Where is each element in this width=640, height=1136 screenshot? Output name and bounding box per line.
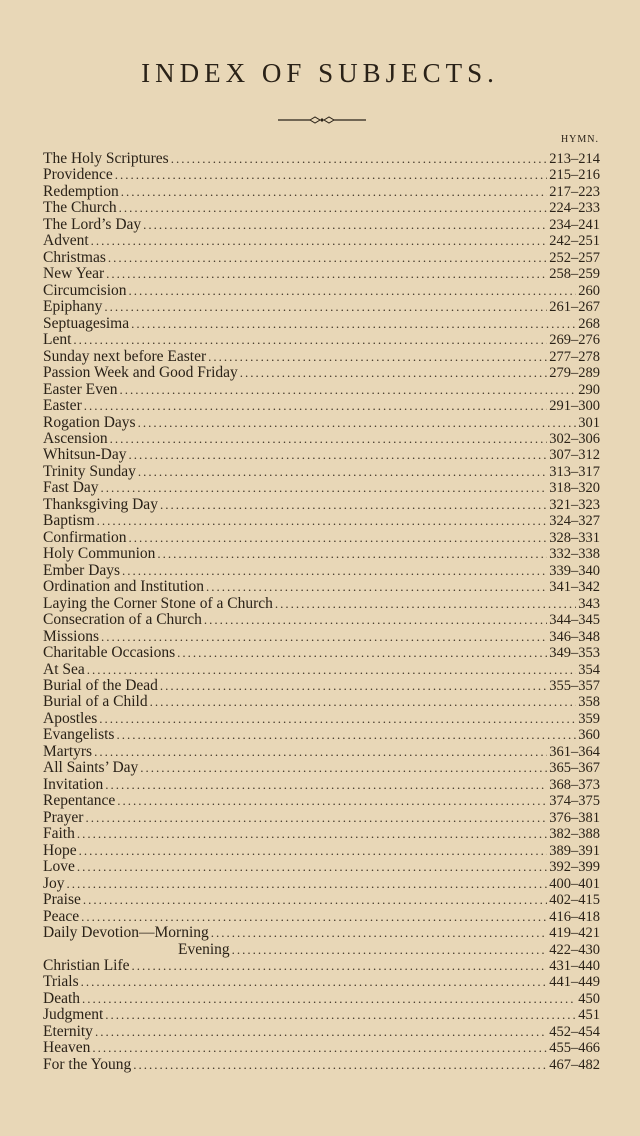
dot-leader [67, 876, 548, 892]
entry-label: Martyrs [43, 742, 93, 760]
index-entry [43, 233, 600, 249]
entry-hymn-numbers: 359 [578, 710, 600, 727]
entry-hymn-numbers: 400–401 [549, 875, 600, 892]
ornament-rule-icon [274, 112, 370, 128]
entry-hymn-numbers: 224–233 [549, 200, 600, 217]
entry-hymn-numbers: 358 [578, 694, 600, 711]
entry-label: Prayer [43, 808, 84, 826]
dot-leader [97, 513, 548, 529]
dot-leader [208, 349, 547, 365]
entry-hymn-numbers: 328–331 [549, 529, 600, 546]
index-entry [43, 398, 600, 414]
index-entry [43, 431, 600, 447]
index-entry [43, 415, 600, 431]
index-entry [43, 167, 600, 183]
index-entry [43, 876, 600, 892]
entry-hymn-numbers: 307–312 [549, 447, 600, 464]
dot-leader [115, 167, 548, 183]
dot-leader [99, 711, 576, 727]
entry-label: Passion Week and Good Friday [43, 364, 238, 382]
dot-leader [87, 662, 576, 678]
entry-label: Circumcision [43, 281, 127, 299]
entry-label: Ember Days [43, 561, 121, 579]
entry-label: Burial of a Child [43, 693, 148, 711]
dot-leader [77, 859, 547, 875]
entry-label: Epiphany [43, 298, 103, 316]
dot-leader [84, 398, 548, 414]
entry-label: Evening [178, 940, 230, 958]
entry-hymn-numbers: 258–259 [549, 266, 600, 283]
index-entry [43, 859, 600, 875]
entry-label: Easter Even [43, 380, 118, 398]
dot-leader [105, 1007, 576, 1023]
hymn-column-header: HYMN. [560, 134, 599, 145]
dot-leader [211, 925, 548, 941]
entry-label: Hope [43, 841, 77, 859]
entry-hymn-numbers: 242–251 [549, 233, 600, 250]
index-entry [43, 1057, 600, 1073]
index-entry [43, 760, 600, 776]
index-entry [43, 1007, 600, 1023]
dot-leader [94, 744, 547, 760]
dot-leader [160, 497, 547, 513]
entry-label: Trinity Sunday [43, 462, 136, 480]
index-entry [43, 777, 600, 793]
entry-hymn-numbers: 261–267 [549, 299, 600, 316]
index-entry [43, 645, 600, 661]
entry-hymn-numbers: 452–454 [549, 1023, 600, 1040]
entry-label: Confirmation [43, 528, 127, 546]
entry-label: Laying the Corner Stone of a Church [43, 594, 273, 612]
entry-hymn-numbers: 213–214 [549, 151, 600, 167]
dot-leader [82, 991, 576, 1007]
index-entry [43, 694, 600, 710]
dot-leader [143, 217, 547, 233]
dot-leader [131, 316, 576, 332]
index-entry [43, 612, 600, 628]
entry-label: Repentance [43, 792, 116, 810]
entry-hymn-numbers: 252–257 [549, 249, 600, 266]
entry-label: Christmas [43, 248, 106, 266]
dot-leader [129, 530, 548, 546]
entry-hymn-numbers: 346–348 [549, 628, 600, 645]
entry-label: Sunday next before Easter [43, 347, 207, 365]
dot-leader [95, 1024, 547, 1040]
index-entry [43, 678, 600, 694]
entry-label: Joy [43, 874, 65, 892]
dot-leader [81, 974, 548, 990]
index-entry [43, 744, 600, 760]
entry-label: Faith [43, 825, 75, 843]
index-entry [43, 974, 600, 990]
entry-label: Evangelists [43, 726, 115, 744]
entry-label: Invitation [43, 775, 104, 793]
dot-leader [133, 1057, 547, 1073]
entry-hymn-numbers: 389–391 [549, 842, 600, 859]
entry-hymn-numbers: 392–399 [549, 859, 600, 876]
entry-label: Peace [43, 907, 80, 925]
entry-hymn-numbers: 344–345 [549, 612, 600, 629]
entry-hymn-numbers: 343 [578, 595, 600, 612]
entry-label: Providence [43, 166, 113, 184]
dot-leader [138, 415, 577, 431]
entry-hymn-numbers: 402–415 [549, 892, 600, 909]
dot-leader [171, 151, 548, 167]
entry-hymn-numbers: 451 [578, 1007, 600, 1024]
entry-label: Consecration of a Church [43, 611, 202, 629]
entry-hymn-numbers: 260 [578, 282, 600, 299]
index-entry [43, 711, 600, 727]
entry-label: Holy Communion [43, 545, 156, 563]
dot-leader [232, 942, 548, 958]
entry-label: Missions [43, 627, 99, 645]
index-entry [43, 596, 600, 612]
index-entry [43, 283, 600, 299]
dot-leader [85, 810, 547, 826]
entry-hymn-numbers: 360 [578, 727, 600, 744]
index-entry [43, 925, 600, 941]
entry-label: Thanksgiving Day [43, 495, 158, 513]
index-entry [43, 563, 600, 579]
entry-hymn-numbers: 234–241 [549, 216, 600, 233]
index-entry [43, 151, 600, 167]
dot-leader [140, 760, 547, 776]
index-entry [43, 316, 600, 332]
entry-hymn-numbers: 332–338 [549, 546, 600, 563]
entry-hymn-numbers: 269–276 [549, 332, 600, 349]
index-list [43, 151, 600, 1073]
entry-label: For the Young [43, 1055, 132, 1073]
entry-label: At Sea [43, 660, 85, 678]
dot-leader [116, 727, 576, 743]
entry-hymn-numbers: 365–367 [549, 760, 600, 777]
dot-leader [119, 382, 576, 398]
entry-hymn-numbers: 416–418 [549, 908, 600, 925]
entry-hymn-numbers: 341–342 [549, 579, 600, 596]
entry-hymn-numbers: 419–421 [549, 925, 600, 942]
entry-hymn-numbers: 361–364 [549, 743, 600, 760]
dot-leader [240, 365, 547, 381]
index-entry [43, 810, 600, 826]
dot-leader [101, 480, 548, 496]
entry-hymn-numbers: 450 [578, 990, 600, 1007]
entry-hymn-numbers: 277–278 [549, 348, 600, 365]
entry-label: New Year [43, 265, 105, 283]
entry-label: Praise [43, 891, 81, 909]
index-entry [43, 513, 600, 529]
entry-label: Rogation Days [43, 413, 136, 431]
dot-leader [108, 250, 547, 266]
entry-hymn-numbers: 354 [578, 661, 600, 678]
entry-hymn-numbers: 324–327 [549, 513, 600, 530]
index-entry [43, 727, 600, 743]
entry-label: Daily Devotion—Morning [43, 924, 209, 942]
entry-hymn-numbers: 302–306 [549, 430, 600, 447]
dot-leader [122, 563, 547, 579]
index-entry [43, 497, 600, 513]
entry-hymn-numbers: 422–430 [549, 941, 600, 958]
entry-hymn-numbers: 467–482 [549, 1056, 600, 1073]
entry-hymn-numbers: 431–440 [549, 957, 600, 974]
index-entry [43, 909, 600, 925]
entry-label: Heaven [43, 1039, 91, 1057]
entry-hymn-numbers: 318–320 [549, 480, 600, 497]
entry-hymn-numbers: 301 [578, 414, 600, 431]
entry-label: Burial of the Dead [43, 677, 158, 694]
entry-label: Love [43, 858, 75, 876]
entry-label: Redemption [43, 182, 119, 200]
page-title: INDEX OF SUBJECTS. [141, 58, 499, 88]
index-entry [43, 200, 600, 216]
entry-label: Judgment [43, 1006, 104, 1024]
dot-leader [73, 332, 547, 348]
dot-leader [132, 958, 548, 974]
entry-hymn-numbers: 355–357 [549, 678, 600, 694]
dot-leader [160, 678, 547, 694]
dot-leader [206, 579, 547, 595]
index-entry [43, 217, 600, 233]
entry-label: Septuagesima [43, 314, 130, 332]
entry-label: Fast Day [43, 479, 99, 497]
entry-label: Trials [43, 973, 79, 991]
index-entry [43, 530, 600, 546]
index-entry [43, 662, 600, 678]
entry-label: The Lord’s Day [43, 215, 142, 233]
index-entry [43, 1024, 600, 1040]
entry-hymn-numbers: 291–300 [549, 398, 600, 415]
entry-label: Baptism [43, 512, 95, 530]
index-entry [43, 546, 600, 562]
index-entry [43, 480, 600, 496]
entry-label: All Saints’ Day [43, 759, 139, 777]
dot-leader [104, 299, 547, 315]
entry-hymn-numbers: 321–323 [549, 496, 600, 513]
index-entry [43, 958, 600, 974]
dot-leader [121, 184, 547, 200]
dot-leader [129, 447, 548, 463]
entry-label: Easter [43, 397, 82, 415]
entry-label: Ordination and Institution [43, 578, 205, 596]
entry-label: The Holy Scriptures [43, 150, 169, 167]
entry-hymn-numbers: 290 [578, 381, 600, 398]
index-entry [43, 826, 600, 842]
index-entry [43, 629, 600, 645]
dot-leader [117, 793, 547, 809]
index-entry [43, 266, 600, 282]
dot-leader [157, 546, 547, 562]
entry-hymn-numbers: 217–223 [549, 183, 600, 200]
index-entry [43, 365, 600, 381]
dot-leader [106, 266, 547, 282]
entry-hymn-numbers: 382–388 [549, 826, 600, 843]
dot-leader [275, 596, 576, 612]
entry-label: Whitsun-Day [43, 446, 127, 464]
entry-label: Eternity [43, 1022, 93, 1040]
entry-hymn-numbers: 441–449 [549, 974, 600, 991]
dot-leader [105, 777, 547, 793]
index-entry [43, 299, 600, 315]
index-entry [43, 332, 600, 348]
entry-hymn-numbers: 268 [578, 315, 600, 332]
index-entry [43, 942, 600, 958]
index-entry [43, 892, 600, 908]
entry-hymn-numbers: 279–289 [549, 365, 600, 382]
entry-label: Apostles [43, 709, 98, 727]
index-entry [43, 382, 600, 398]
entry-label: Charitable Occasions [43, 644, 176, 662]
entry-hymn-numbers: 339–340 [549, 562, 600, 579]
dot-leader [101, 629, 547, 645]
entry-hymn-numbers: 215–216 [549, 167, 600, 184]
index-entry [43, 250, 600, 266]
dot-leader [204, 612, 547, 628]
dot-leader [177, 645, 547, 661]
entry-label: Advent [43, 232, 89, 250]
entry-hymn-numbers: 349–353 [549, 645, 600, 662]
entry-hymn-numbers: 455–466 [549, 1040, 600, 1057]
dot-leader [77, 826, 547, 842]
entry-hymn-numbers: 376–381 [549, 809, 600, 826]
index-entry [43, 991, 600, 1007]
dot-leader [119, 200, 548, 216]
index-entry [43, 843, 600, 859]
index-entry [43, 447, 600, 463]
index-entry [43, 349, 600, 365]
dot-leader [150, 694, 577, 710]
dot-leader [83, 892, 547, 908]
entry-label: Death [43, 989, 81, 1007]
index-entry [43, 1040, 600, 1056]
dot-leader [138, 464, 547, 480]
index-entry [43, 184, 600, 200]
dot-leader [79, 843, 548, 859]
dot-leader [92, 1040, 547, 1056]
entry-hymn-numbers: 368–373 [549, 776, 600, 793]
entry-label: Ascension [43, 429, 108, 447]
entry-label: The Church [43, 199, 117, 217]
index-entry [43, 464, 600, 480]
entry-label: Christian Life [43, 956, 130, 974]
index-entry [43, 793, 600, 809]
dot-leader [91, 233, 548, 249]
dot-leader [81, 909, 547, 925]
entry-hymn-numbers: 313–317 [549, 463, 600, 480]
dot-leader [110, 431, 548, 447]
index-entry [43, 579, 600, 595]
dot-leader [129, 283, 577, 299]
entry-hymn-numbers: 374–375 [549, 793, 600, 810]
entry-label: Lent [43, 331, 72, 349]
